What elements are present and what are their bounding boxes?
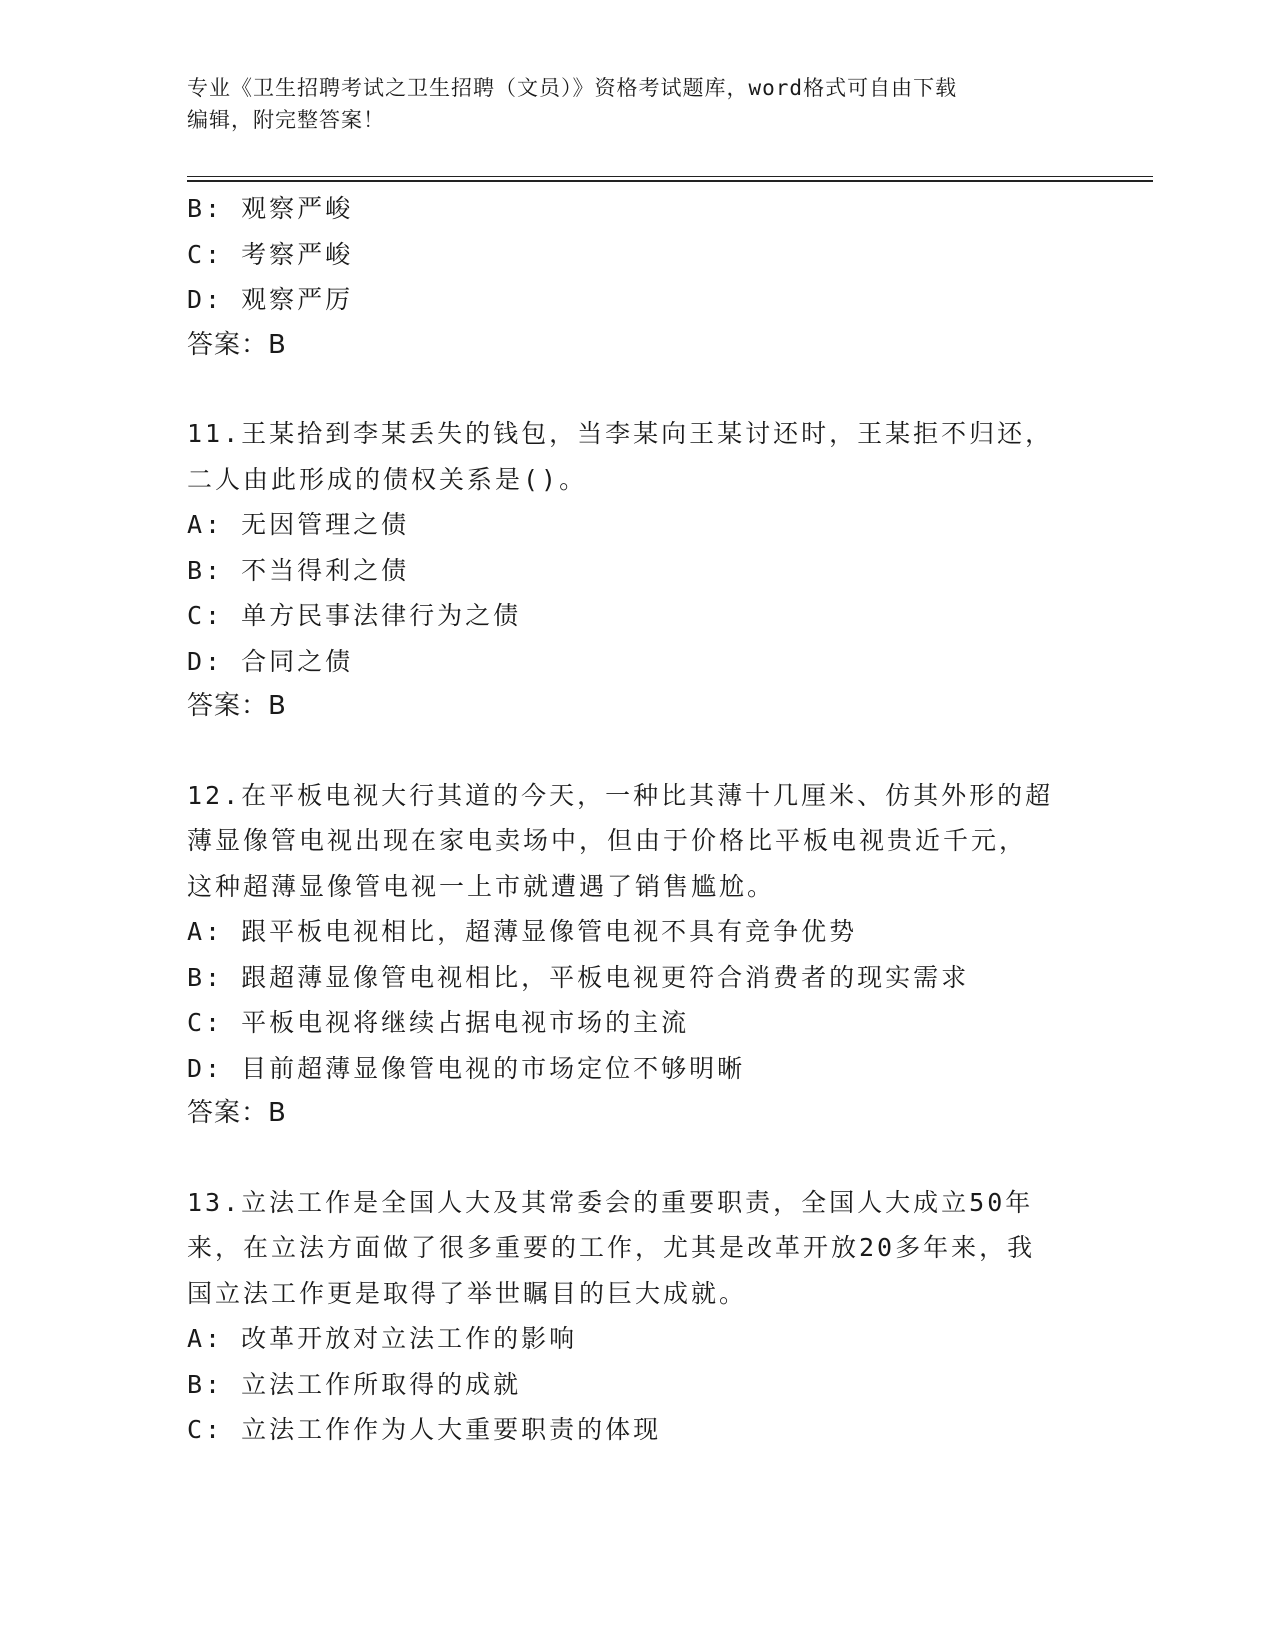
question-10 <box>187 186 1087 368</box>
question-text-line-3: 国立法工作更是取得了举世瞩目的巨大成就。 <box>187 1278 748 1308</box>
header-line-2: 编辑，附完整答案！ <box>187 108 385 132</box>
option-c: C: 立法工作作为人大重要职责的体现 <box>187 1415 662 1444</box>
question-text-line-3: 这种超薄显像管电视一上市就遭遇了销售尴尬。 <box>187 871 776 901</box>
option-b: B: 不当得利之债 <box>187 555 410 585</box>
answer: 答案：B <box>187 1098 287 1128</box>
question-text-line-1: 11.王某拾到李某丢失的钱包，当李某向王某讨还时，王某拒不归还， <box>187 419 1054 448</box>
question-text-line-2: 来，在立法方面做了很多重要的工作，尤其是改革开放20多年来，我 <box>187 1233 1036 1262</box>
question-text-line-2: 薄显像管电视出现在家电卖场中，但由于价格比平板电视贵近千元， <box>187 826 1028 855</box>
option-a: A: 无因管理之债 <box>187 510 410 539</box>
header-line-1: 专业《卫生招聘考试之卫生招聘（文员）》资格考试题库，word格式可自由下载 <box>187 76 958 100</box>
option-b: B: 观察严峻 <box>187 194 354 223</box>
option-a: A: 跟平板电视相比，超薄显像管电视不具有竞争优势 <box>187 917 858 946</box>
question-text-line-1: 12.在平板电视大行其道的今天，一种比其薄十几厘米、仿其外形的超 <box>187 780 1054 810</box>
question-text-line-1: 13.立法工作是全国人大及其常委会的重要职责，全国人大成立50年 <box>187 1187 1034 1217</box>
answer: 答案：B <box>187 691 287 721</box>
spacer <box>187 1137 1087 1180</box>
option-c: C: 平板电视将继续占据电视市场的主流 <box>187 1008 690 1037</box>
option-d: D: 目前超薄显像管电视的市场定位不够明晰 <box>187 1053 746 1083</box>
question-11 <box>187 411 1087 730</box>
spacer <box>187 730 1087 773</box>
option-a: A: 改革开放对立法工作的影响 <box>187 1324 578 1353</box>
question-list <box>187 186 1087 1453</box>
answer: 答案：B <box>187 329 287 360</box>
option-b: B: 立法工作所取得的成就 <box>187 1369 522 1399</box>
header-divider <box>187 176 1153 182</box>
option-d: D: 合同之债 <box>187 646 354 676</box>
question-12 <box>187 773 1087 1137</box>
option-b: B: 跟超薄显像管电视相比，平板电视更符合消费者的现实需求 <box>187 962 970 992</box>
option-c: C: 考察严峻 <box>187 239 354 269</box>
option-c: C: 单方民事法律行为之债 <box>187 601 522 630</box>
option-d: D: 观察严厉 <box>187 285 354 314</box>
question-13 <box>187 1180 1087 1453</box>
spacer <box>187 368 1087 411</box>
document-header <box>187 72 1067 136</box>
question-text-line-2: 二人由此形成的债权关系是()。 <box>187 464 588 494</box>
